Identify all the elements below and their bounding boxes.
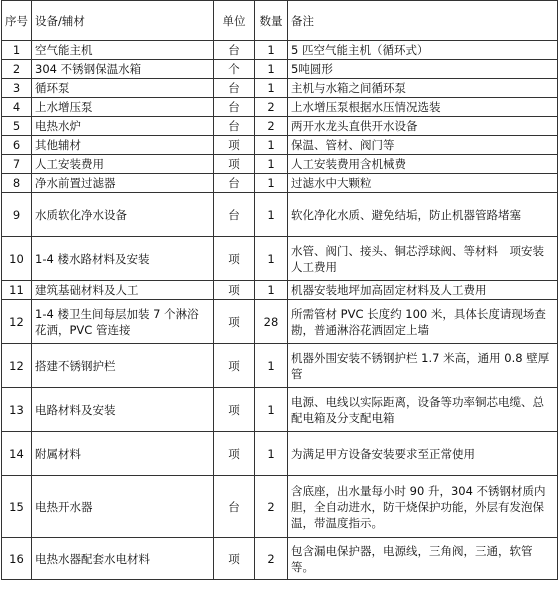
cell-note: 为满足甲方设备安装要求至正常使用	[288, 432, 558, 476]
cell-unit: 项	[214, 136, 255, 155]
cell-qty: 1	[255, 193, 288, 237]
table-row	[2, 237, 558, 281]
table-row	[2, 155, 558, 174]
cell-qty: 1	[255, 136, 288, 155]
cell-unit: 项	[214, 388, 255, 432]
cell-no: 12	[2, 300, 32, 344]
cell-note: 机器安装地坪加高固定材料及人工费用	[288, 281, 558, 300]
cell-unit: 项	[214, 300, 255, 344]
cell-no: 12	[2, 344, 32, 388]
cell-qty: 1	[255, 432, 288, 476]
cell-qty: 1	[255, 388, 288, 432]
cell-name: 净水前置过滤器	[32, 174, 214, 193]
cell-no: 8	[2, 174, 32, 193]
cell-unit: 项	[214, 432, 255, 476]
cell-name: 人工安装费用	[32, 155, 214, 174]
cell-name: 循环泵	[32, 79, 214, 98]
header-qty: 数量	[255, 1, 288, 41]
cell-no: 10	[2, 237, 32, 281]
table-row	[2, 344, 558, 388]
cell-qty: 2	[255, 538, 288, 580]
cell-unit: 项	[214, 281, 255, 300]
cell-qty: 2	[255, 476, 288, 538]
table-row	[2, 41, 558, 60]
cell-unit: 台	[214, 117, 255, 136]
cell-no: 3	[2, 79, 32, 98]
cell-unit: 项	[214, 538, 255, 580]
cell-name: 附属材料	[32, 432, 214, 476]
cell-qty: 1	[255, 60, 288, 79]
cell-qty: 1	[255, 237, 288, 281]
cell-unit: 项	[214, 344, 255, 388]
cell-note: 软化净化水质、避免结垢，防止机器管路堵塞	[288, 193, 558, 237]
cell-qty: 1	[255, 344, 288, 388]
table-header-row	[2, 1, 558, 41]
cell-unit: 台	[214, 41, 255, 60]
cell-unit: 项	[214, 155, 255, 174]
cell-no: 14	[2, 432, 32, 476]
table-row	[2, 136, 558, 155]
cell-name: 304 不锈钢保温水箱	[32, 60, 214, 79]
cell-unit: 项	[214, 237, 255, 281]
header-unit: 单位	[214, 1, 255, 41]
cell-note: 水管、阀门、接头、铜芯浮球阀、等材料 项安装人工费用	[288, 237, 558, 281]
table-row	[2, 388, 558, 432]
table-row	[2, 476, 558, 538]
header-no: 序号	[2, 1, 32, 41]
cell-no: 9	[2, 193, 32, 237]
cell-name: 1-4 楼水路材料及安装	[32, 237, 214, 281]
cell-note: 保温、管材、阀门等	[288, 136, 558, 155]
cell-note: 5 匹空气能主机（循环式）	[288, 41, 558, 60]
cell-name: 搭建不锈钢护栏	[32, 344, 214, 388]
table-row	[2, 538, 558, 580]
table-row	[2, 79, 558, 98]
cell-unit: 台	[214, 193, 255, 237]
table-row	[2, 281, 558, 300]
table-row	[2, 300, 558, 344]
cell-no: 7	[2, 155, 32, 174]
table-row	[2, 193, 558, 237]
cell-qty: 2	[255, 117, 288, 136]
cell-name: 上水增压泵	[32, 98, 214, 117]
table-row	[2, 98, 558, 117]
cell-note: 过滤水中大颗粒	[288, 174, 558, 193]
cell-no: 13	[2, 388, 32, 432]
cell-qty: 1	[255, 281, 288, 300]
cell-name: 电路材料及安装	[32, 388, 214, 432]
cell-name: 其他辅材	[32, 136, 214, 155]
cell-unit: 个	[214, 60, 255, 79]
cell-note: 所需管材 PVC 长度约 100 米，具体长度请现场查勘，普通淋浴花洒固定上墙	[288, 300, 558, 344]
table-row	[2, 174, 558, 193]
cell-note: 电源、电线以实际距离，设备等功率铜芯电缆、总配电箱及分支配电箱	[288, 388, 558, 432]
equipment-table	[1, 0, 558, 580]
cell-no: 1	[2, 41, 32, 60]
cell-qty: 28	[255, 300, 288, 344]
cell-name: 空气能主机	[32, 41, 214, 60]
cell-note: 上水增压泵根据水压情况选装	[288, 98, 558, 117]
cell-no: 5	[2, 117, 32, 136]
cell-name: 电热水炉	[32, 117, 214, 136]
cell-name: 电热开水器	[32, 476, 214, 538]
cell-note: 主机与水箱之间循环泵	[288, 79, 558, 98]
cell-no: 11	[2, 281, 32, 300]
cell-note: 人工安装费用含机械费	[288, 155, 558, 174]
cell-name: 建筑基础材料及人工	[32, 281, 214, 300]
cell-qty: 1	[255, 79, 288, 98]
cell-unit: 台	[214, 98, 255, 117]
header-name: 设备/辅材	[32, 1, 214, 41]
cell-unit: 台	[214, 79, 255, 98]
cell-qty: 1	[255, 41, 288, 60]
cell-no: 6	[2, 136, 32, 155]
cell-note: 机器外围安装不锈钢护栏 1.7 米高，通用 0.8 壁厚管	[288, 344, 558, 388]
table-row	[2, 60, 558, 79]
cell-qty: 1	[255, 155, 288, 174]
cell-no: 15	[2, 476, 32, 538]
cell-unit: 台	[214, 174, 255, 193]
cell-note: 两开水龙头直供开水设备	[288, 117, 558, 136]
cell-no: 4	[2, 98, 32, 117]
cell-no: 16	[2, 538, 32, 580]
cell-note: 包含漏电保护器，电源线，三角阀，三通，软管等。	[288, 538, 558, 580]
header-note: 备注	[288, 1, 558, 41]
cell-no: 2	[2, 60, 32, 79]
cell-name: 1-4 楼卫生间每层加装 7 个淋浴花洒，PVC 管连接	[32, 300, 214, 344]
cell-note: 5吨圆形	[288, 60, 558, 79]
cell-name: 电热水器配套水电材料	[32, 538, 214, 580]
cell-qty: 2	[255, 98, 288, 117]
cell-note: 含底座，出水量每小时 90 升，304 不锈钢材质内胆，全自动进水，防干烧保护功能，外层有发泡保温，带温度指示。	[288, 476, 558, 538]
table-row	[2, 117, 558, 136]
table-row	[2, 432, 558, 476]
cell-unit: 台	[214, 476, 255, 538]
cell-name: 水质软化净水设备	[32, 193, 214, 237]
cell-qty: 1	[255, 174, 288, 193]
